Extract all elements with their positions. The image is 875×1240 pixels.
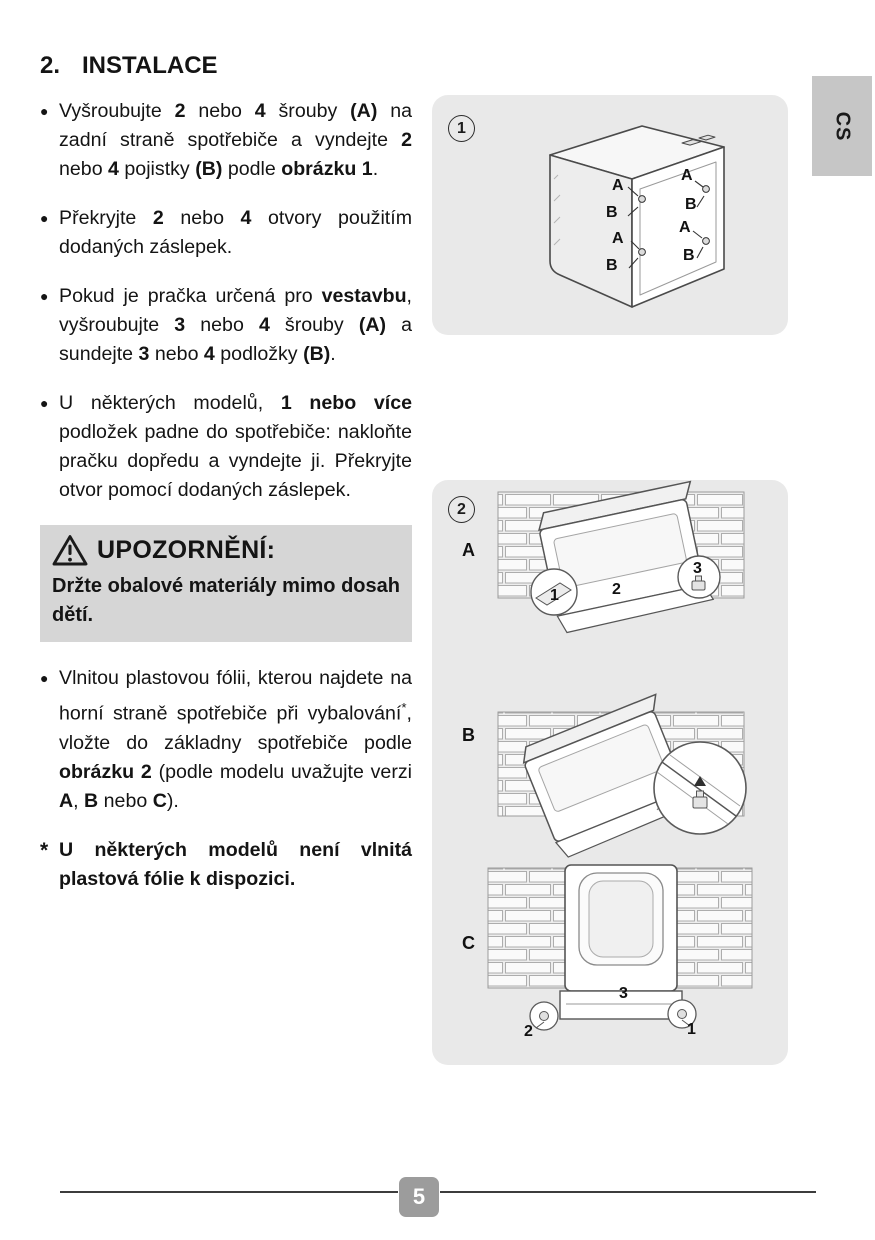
section-label: INSTALACE bbox=[82, 52, 218, 79]
instruction-text: Vlnitou plastovou fólii, kterou najdete na horní straně spotřebiče při vybalování*, vložte do základny spotřebiče podle obrázku 2 (podle modelu uvažujte verzi A, B nebo C). bbox=[59, 667, 413, 812]
language-tab bbox=[812, 76, 872, 176]
warning-box bbox=[40, 525, 412, 642]
bullet-marker: ● bbox=[40, 103, 49, 119]
instruction-bullet-3 bbox=[40, 282, 412, 369]
callout-a-2: 2 bbox=[612, 581, 621, 598]
figure-1-panel bbox=[432, 95, 788, 335]
instruction-bullet-1 bbox=[40, 97, 412, 184]
callout-a-1: 1 bbox=[550, 587, 559, 604]
page-title bbox=[40, 52, 218, 80]
washer-label-b: B bbox=[683, 247, 695, 264]
figure-1-number-badge: 1 bbox=[448, 115, 475, 142]
footnote-asterisk: * bbox=[40, 838, 49, 862]
variant-a-label: A bbox=[462, 540, 475, 560]
detail-circle-film-insert bbox=[654, 742, 746, 834]
bullet-marker: ● bbox=[40, 210, 49, 226]
washer-label-b: B bbox=[606, 204, 618, 221]
figure-2-number-badge: 2 bbox=[448, 496, 475, 523]
instruction-bullet-4 bbox=[40, 389, 412, 505]
instruction-text: Pokud je pračka určená pro vestavbu, vyšroubujte 3 nebo 4 šrouby (A) a sundejte 3 nebo 4 podložky (B). bbox=[59, 285, 412, 365]
washer-label-b: B bbox=[685, 196, 697, 213]
section-number: 2. bbox=[40, 52, 61, 79]
instruction-text: Vyšroubujte 2 nebo 4 šrouby (A) na zadní straně spotřebiče a vyndejte 2 nebo 4 pojistky (B) podle obrázku 1. bbox=[59, 100, 412, 180]
variant-b-label: B bbox=[462, 725, 475, 745]
text-column bbox=[40, 97, 412, 894]
washer-label-b: B bbox=[606, 257, 618, 274]
warning-header bbox=[52, 534, 400, 567]
instruction-text: U některých modelů, 1 nebo více podložek padne do spotřebiče: nakloňte pračku dopředu a vyndejte ji. Překryjte otvor pomocí dodaných záslepek. bbox=[59, 392, 412, 501]
washing-machine-rear-view bbox=[550, 126, 724, 307]
screw-label-a: A bbox=[681, 167, 693, 184]
footnote-text: U některých modelů není vlnitá plastová fólie k dispozici. bbox=[59, 838, 412, 890]
screw-label-a: A bbox=[612, 230, 624, 247]
instruction-bullet-5 bbox=[40, 664, 412, 816]
footnote bbox=[40, 836, 412, 894]
warning-body: Držte obalové materiály mimo dosah dětí. bbox=[52, 575, 400, 626]
screw-label-a: A bbox=[679, 219, 691, 236]
bullet-marker: ● bbox=[40, 670, 49, 686]
figure-2-illustration bbox=[432, 480, 788, 1065]
variant-b-illustration bbox=[498, 694, 746, 859]
variant-c-label: C bbox=[462, 933, 475, 953]
instruction-bullet-2 bbox=[40, 204, 412, 262]
variant-c-illustration bbox=[488, 865, 752, 1030]
warning-triangle-icon bbox=[52, 534, 88, 567]
callout-c-1: 1 bbox=[687, 1021, 696, 1038]
callout-c-2: 2 bbox=[524, 1023, 533, 1040]
warning-title: UPOZORNĚNÍ: bbox=[97, 536, 276, 564]
footer-rule-right bbox=[440, 1191, 816, 1193]
bullet-marker: ● bbox=[40, 395, 49, 411]
screw-label-a: A bbox=[612, 177, 624, 194]
instruction-text: Překryjte 2 nebo 4 otvory použitím dodaných záslepek. bbox=[59, 207, 413, 258]
callout-a-3: 3 bbox=[693, 560, 702, 577]
language-tab-label: CS bbox=[831, 111, 854, 141]
footer-rule-left bbox=[60, 1191, 398, 1193]
page-number-badge: 5 bbox=[399, 1177, 439, 1217]
callout-c-3: 3 bbox=[619, 985, 628, 1002]
bullet-marker: ● bbox=[40, 288, 49, 304]
figure-2-panel bbox=[432, 480, 788, 1065]
variant-a-illustration bbox=[498, 482, 744, 634]
